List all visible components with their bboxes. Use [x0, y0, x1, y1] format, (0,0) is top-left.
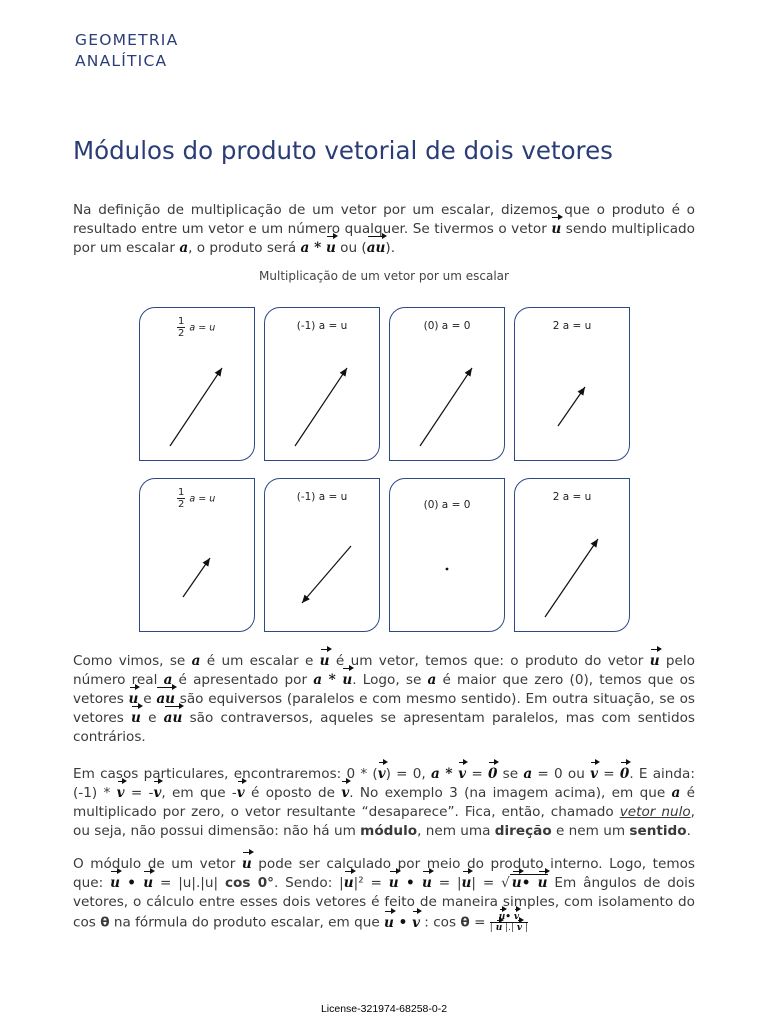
figure-card: [264, 307, 380, 461]
card-label: (-1) a = u: [296, 320, 348, 332]
card-label: (0) a = 0: [423, 499, 471, 511]
vector-arrow-svg: [390, 479, 504, 631]
card-label: (0) a = 0: [423, 320, 471, 332]
vector-arrow-head: [465, 368, 472, 377]
card-label: $\frac{1}{2}$ a = u: [178, 487, 216, 510]
figure-card: [389, 478, 505, 632]
vector-arrow-line: [302, 546, 351, 603]
figure-card: [514, 478, 630, 632]
figure-caption: Multiplicação de um vetor por um escalar: [259, 269, 509, 283]
vector-arrow-head: [203, 558, 210, 567]
vector-arrow-svg: [515, 308, 629, 460]
vector-arrow-line: [295, 368, 347, 446]
vector-arrow-line: [170, 368, 222, 446]
figure-card: [264, 478, 380, 632]
page-title: Módulos do produto vetorial de dois vetores: [73, 136, 613, 165]
vector-arrow-svg: [515, 479, 629, 631]
vector-arrow-line: [545, 539, 598, 617]
vector-arrow-line: [420, 368, 472, 446]
license-footer: License-321974-68258-0-2: [320, 1003, 448, 1015]
vector-arrow-head: [340, 368, 347, 377]
brand-logo: [75, 30, 178, 72]
card-label: 2 a = u: [552, 320, 592, 332]
paragraph-vetor-nulo: Em casos particulares, encontraremos: 0 * (v) = 0, a * v = 0 se a = 0 ou v = 0. E ainda: (-1) * v = -v, em que -v é oposto de v. No exemplo 3 (na imagem acima), em que a é multiplicado por zero, o vetor resultante “desaparece”. Fica, então, chamado vetor nulo, ou seja, não possui dimensão: não há um módulo, nem uma direção e nem um sentido.: [73, 766, 696, 839]
card-label: $\frac{1}{2}$ a = u: [178, 316, 216, 339]
figure-card: [514, 307, 630, 461]
figure-card: [389, 307, 505, 461]
vetor-nulo-link[interactable]: vetor nulo: [619, 804, 691, 820]
brand-line-2: ANALÍTICA: [75, 52, 168, 70]
vector-arrow-head: [215, 368, 222, 377]
vector-arrow-head: [578, 387, 585, 396]
vector-arrow-svg: [140, 479, 254, 631]
null-vector-dot: [446, 568, 449, 571]
vector-arrow-svg: [265, 479, 379, 631]
vector-arrow-svg: [265, 308, 379, 460]
card-label: 2 a = u: [552, 491, 592, 503]
brand-line-1: GEOMETRIA: [75, 31, 179, 49]
figure-card: [139, 478, 255, 632]
paragraph-equiversos: Como vimos, se a é um escalar e u é um vetor, temos que: o produto do vetor u pelo número real a é apresentado por a * u. Logo, se a é maior que zero (0), temos que os vetores u e au são equiversos (paralelos e com mesmo sentido). Em outra situação, se os vetores u e au são contraversos, aqueles se apresentam paralelos, mas com sentidos contrários.: [73, 653, 696, 745]
paragraph-modulo: O módulo de um vetor u pode ser calculado por meio do produto interno. Logo, temos que: u • u = |u|.|u| cos 0°. Sendo: |u|² = u • u = |u| = √ u• u Em ângulos de dois vetores, o cálculo entre esses dois vetores é feito de maneira simples, com isolamento do cos θ na fórmula do produto escalar, em que u • v : cos θ = $\frac{u• v}{| u |.| v |}$: [73, 856, 696, 933]
figure-card: [139, 307, 255, 461]
vector-arrow-svg: [390, 308, 504, 460]
vector-arrow-svg: [140, 308, 254, 460]
card-label: (-1) a = u: [296, 491, 348, 503]
paragraph-intro: Na definição de multiplicação de um vetor por um escalar, dizemos que o produto é o resultado entre um vetor e um número qualquer. Se tivermos o vetor u sendo multiplicado por um escalar a, o produto será a * u ou (au).: [73, 202, 695, 256]
vector-arrow-head: [591, 539, 598, 548]
